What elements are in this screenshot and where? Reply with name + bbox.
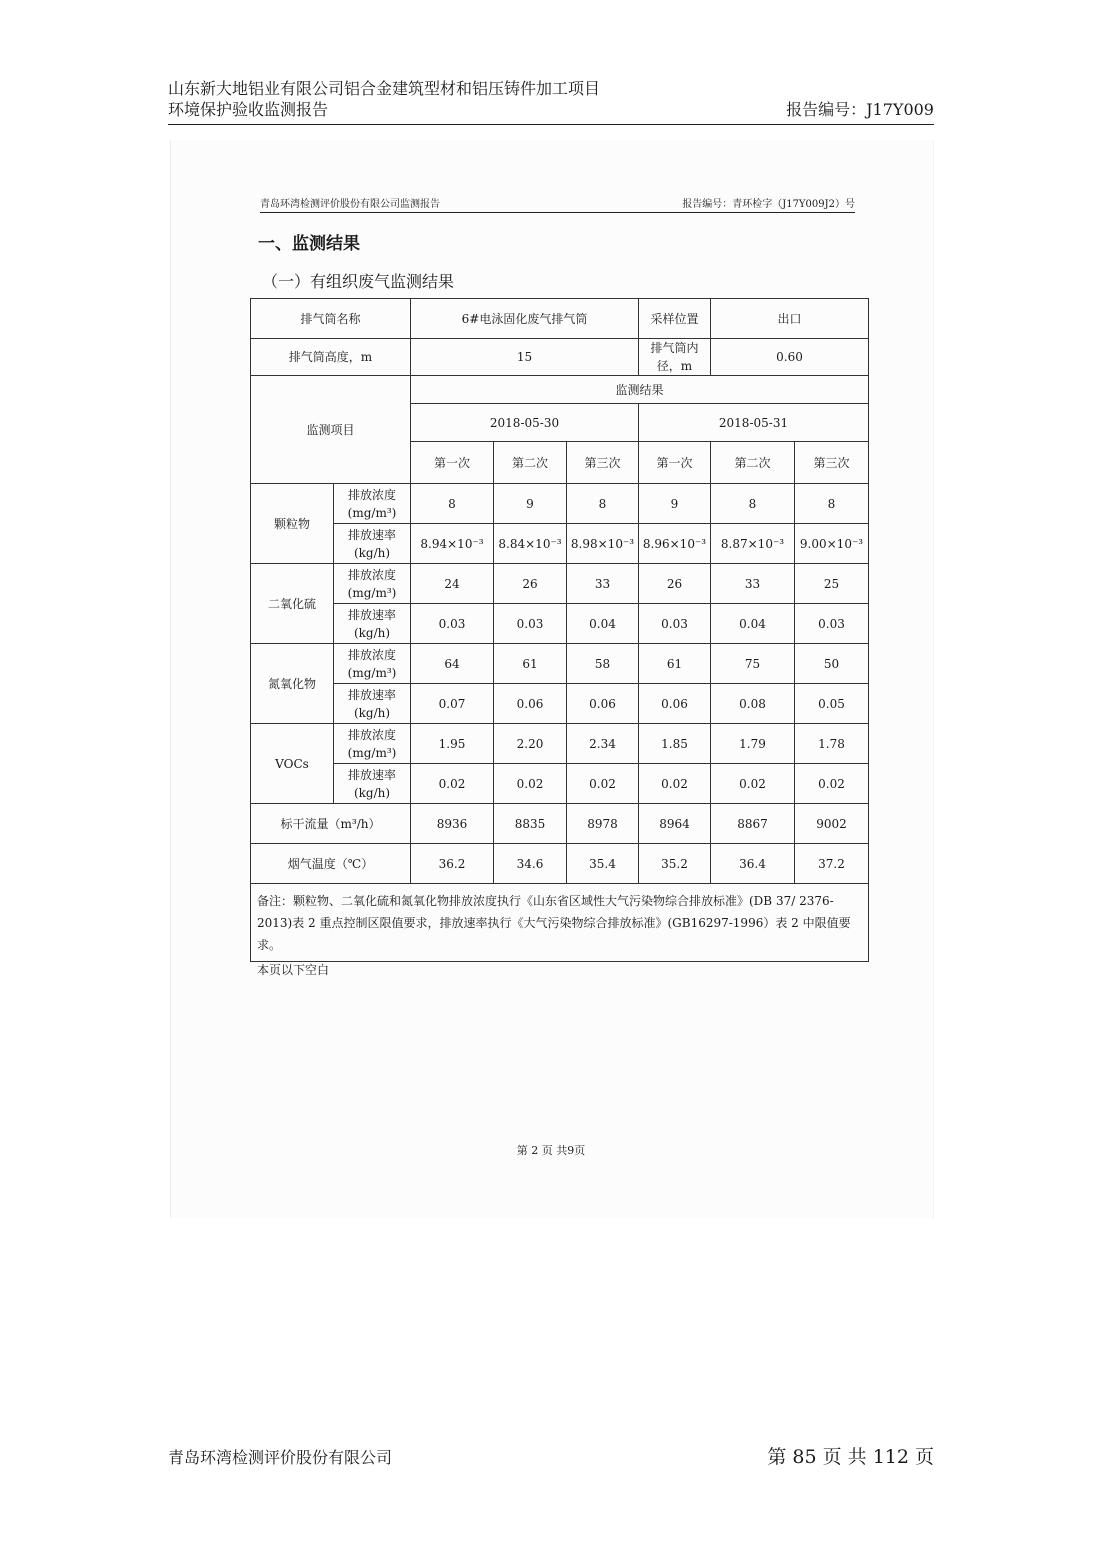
value-cell: 0.02 — [567, 764, 639, 804]
run-header: 第一次 — [639, 442, 711, 484]
table-row — [251, 604, 869, 644]
section-title: 一、监测结果 — [258, 234, 360, 254]
stack-height-label: 排气筒高度，m — [251, 339, 411, 376]
date-header: 2018-05-30 — [411, 404, 639, 442]
value-cell: 34.6 — [494, 844, 567, 884]
param-label: 排放浓度 (mg/m³) — [334, 564, 411, 604]
value-cell: 8.96×10⁻³ — [639, 524, 711, 564]
stack-height-value: 15 — [411, 339, 639, 376]
value-cell: 8 — [411, 484, 494, 524]
value-cell: 61 — [639, 644, 711, 684]
value-cell: 35.2 — [639, 844, 711, 884]
table-row — [251, 484, 869, 524]
results-header: 监测结果 — [411, 376, 869, 404]
param-label: 排放浓度 (mg/m³) — [334, 484, 411, 524]
value-cell: 8978 — [567, 804, 639, 844]
sampling-location-label: 采样位置 — [639, 299, 711, 339]
value-cell: 8.98×10⁻³ — [567, 524, 639, 564]
inner-page-number: 第 2 页 共9页 — [516, 1144, 586, 1157]
param-label: 排放速率 (kg/h) — [334, 684, 411, 724]
inner-report-number: 报告编号：青环检字（J17Y009J2）号 — [682, 199, 855, 210]
table-row — [251, 764, 869, 804]
stack-diameter-value: 0.60 — [711, 339, 869, 376]
value-cell: 75 — [711, 644, 795, 684]
value-cell: 0.04 — [567, 604, 639, 644]
param-label: 排放浓度 (mg/m³) — [334, 644, 411, 684]
value-cell: 8867 — [711, 804, 795, 844]
pollutant-name: 氮氧化物 — [251, 644, 334, 724]
value-cell: 1.78 — [795, 724, 869, 764]
pollutant-name: 颗粒物 — [251, 484, 334, 564]
run-header: 第二次 — [494, 442, 567, 484]
value-cell: 50 — [795, 644, 869, 684]
value-cell: 8936 — [411, 804, 494, 844]
value-cell: 35.4 — [567, 844, 639, 884]
table-row — [251, 884, 869, 962]
run-header: 第三次 — [795, 442, 869, 484]
value-cell: 0.06 — [494, 684, 567, 724]
value-cell: 0.04 — [711, 604, 795, 644]
value-cell: 0.02 — [639, 764, 711, 804]
report-type: 环境保护验收监测报告 — [168, 100, 329, 119]
value-cell: 0.05 — [795, 684, 869, 724]
table-row — [251, 724, 869, 764]
value-cell: 8964 — [639, 804, 711, 844]
table-row — [251, 524, 869, 564]
table-row — [251, 376, 869, 404]
value-cell: 37.2 — [795, 844, 869, 884]
temperature-label: 烟气温度（℃） — [251, 844, 411, 884]
table-row — [251, 339, 869, 376]
value-cell: 2.34 — [567, 724, 639, 764]
run-header: 第三次 — [567, 442, 639, 484]
value-cell: 0.02 — [411, 764, 494, 804]
value-cell: 0.08 — [711, 684, 795, 724]
header-rule — [168, 124, 934, 125]
value-cell: 8 — [711, 484, 795, 524]
document-header — [168, 78, 934, 120]
date-header: 2018-05-31 — [639, 404, 869, 442]
value-cell: 8.94×10⁻³ — [411, 524, 494, 564]
table-row — [251, 844, 869, 884]
value-cell: 8 — [795, 484, 869, 524]
value-cell: 0.03 — [411, 604, 494, 644]
monitoring-item-header: 监测项目 — [251, 376, 411, 484]
param-label: 排放浓度 (mg/m³) — [334, 724, 411, 764]
value-cell: 0.03 — [494, 604, 567, 644]
stack-name-value: 6#电泳固化废气排气筒 — [411, 299, 639, 339]
value-cell: 9 — [639, 484, 711, 524]
value-cell: 0.06 — [639, 684, 711, 724]
table-row — [251, 644, 869, 684]
value-cell: 0.06 — [567, 684, 639, 724]
value-cell: 1.85 — [639, 724, 711, 764]
project-title: 山东新大地铝业有限公司铝合金建筑型材和铝压铸件加工项目 — [168, 79, 601, 98]
value-cell: 9 — [494, 484, 567, 524]
value-cell: 0.03 — [795, 604, 869, 644]
value-cell: 0.03 — [639, 604, 711, 644]
table-row — [251, 299, 869, 339]
value-cell: 8835 — [494, 804, 567, 844]
value-cell: 9.00×10⁻³ — [795, 524, 869, 564]
stack-diameter-label: 排气筒内径，m — [639, 339, 711, 376]
footer-page-info: 第 85 页 共 112 页 — [767, 1446, 934, 1468]
value-cell: 58 — [567, 644, 639, 684]
table-row — [251, 684, 869, 724]
footer-company: 青岛环湾检测评价股份有限公司 — [168, 1448, 393, 1467]
value-cell: 2.20 — [494, 724, 567, 764]
table-row — [251, 804, 869, 844]
document-footer — [168, 1442, 934, 1469]
value-cell: 0.07 — [411, 684, 494, 724]
value-cell: 33 — [711, 564, 795, 604]
value-cell: 26 — [494, 564, 567, 604]
param-label: 排放速率 (kg/h) — [334, 764, 411, 804]
value-cell: 8.87×10⁻³ — [711, 524, 795, 564]
value-cell: 33 — [567, 564, 639, 604]
value-cell: 36.2 — [411, 844, 494, 884]
value-cell: 1.95 — [411, 724, 494, 764]
value-cell: 0.02 — [795, 764, 869, 804]
value-cell: 8.84×10⁻³ — [494, 524, 567, 564]
value-cell: 0.02 — [494, 764, 567, 804]
run-header: 第一次 — [411, 442, 494, 484]
outer-report-number: 报告编号：J17Y009 — [786, 100, 934, 119]
value-cell: 36.4 — [711, 844, 795, 884]
value-cell: 25 — [795, 564, 869, 604]
param-label: 排放速率 (kg/h) — [334, 524, 411, 564]
value-cell: 9002 — [795, 804, 869, 844]
subsection-title: （一）有组织废气监测结果 — [262, 272, 455, 291]
value-cell: 26 — [639, 564, 711, 604]
inner-header — [260, 195, 855, 213]
blank-below-note: 本页以下空白 — [257, 963, 330, 977]
value-cell: 1.79 — [711, 724, 795, 764]
pollutant-name: VOCs — [251, 724, 334, 804]
table-note: 备注：颗粒物、二氧化硫和氮氧化物排放浓度执行《山东省区域性大气污染物综合排放标准》(DB 37/ 2376-2013)表 2 重点控制区限值要求，排放速率执行《大气污染物综合排放标准》(GB16297-1996）表 2 中限值要求。 — [251, 884, 869, 962]
param-label: 排放速率 (kg/h) — [334, 604, 411, 644]
sampling-location-value: 出口 — [711, 299, 869, 339]
flow-label: 标干流量（m³/h） — [251, 804, 411, 844]
run-header: 第二次 — [711, 442, 795, 484]
value-cell: 61 — [494, 644, 567, 684]
value-cell: 8 — [567, 484, 639, 524]
pollutant-name: 二氧化硫 — [251, 564, 334, 644]
value-cell: 64 — [411, 644, 494, 684]
table-row — [251, 564, 869, 604]
stack-name-label: 排气筒名称 — [251, 299, 411, 339]
value-cell: 0.02 — [711, 764, 795, 804]
inner-company-report: 青岛环湾检测评价股份有限公司监测报告 — [260, 199, 440, 210]
value-cell: 24 — [411, 564, 494, 604]
monitoring-results-table — [250, 298, 869, 962]
